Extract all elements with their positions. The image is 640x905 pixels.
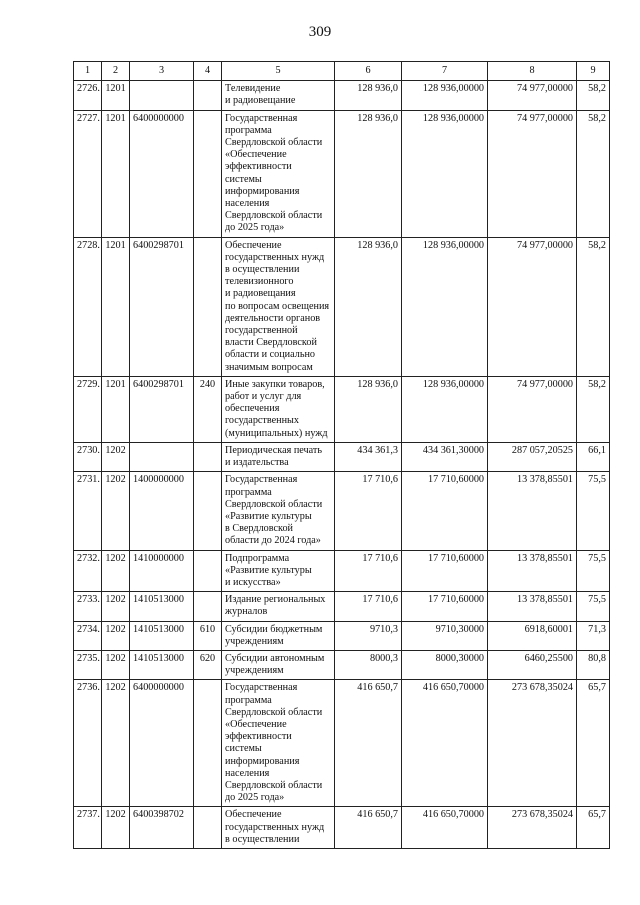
row-number-cell: 2732. bbox=[74, 550, 102, 592]
section-code-cell: 1201 bbox=[102, 237, 130, 376]
expense-type-cell bbox=[194, 110, 222, 237]
expense-type-cell bbox=[194, 592, 222, 621]
amount-approved-cell: 416 650,70000 bbox=[402, 680, 488, 807]
name-cell: Субсидии автономным учреждениям bbox=[222, 650, 335, 679]
amount-planned-cell: 128 936,0 bbox=[335, 81, 402, 110]
amount-planned-cell: 416 650,7 bbox=[335, 680, 402, 807]
amount-executed-cell: 6918,60001 bbox=[488, 621, 577, 650]
amount-approved-cell: 128 936,00000 bbox=[402, 110, 488, 237]
target-code-cell: 1410513000 bbox=[130, 650, 194, 679]
name-cell: Государственная программа Свердловской области «Обеспечение эффективности системы информирования населения Свердловской области до 2025 года» bbox=[222, 110, 335, 237]
percent-cell: 65,7 bbox=[577, 680, 610, 807]
column-header-9: 9 bbox=[577, 62, 610, 81]
amount-executed-cell: 287 057,20525 bbox=[488, 442, 577, 471]
amount-approved-cell: 17 710,60000 bbox=[402, 592, 488, 621]
header-row bbox=[74, 62, 610, 81]
percent-cell: 66,1 bbox=[577, 442, 610, 471]
row-number-cell: 2730. bbox=[74, 442, 102, 471]
expense-type-cell bbox=[194, 807, 222, 849]
table-row bbox=[74, 472, 610, 550]
row-number-cell: 2734. bbox=[74, 621, 102, 650]
column-header-2: 2 bbox=[102, 62, 130, 81]
percent-cell: 75,5 bbox=[577, 550, 610, 592]
name-cell: Телевидение и радиовещание bbox=[222, 81, 335, 110]
column-header-8: 8 bbox=[488, 62, 577, 81]
target-code-cell bbox=[130, 442, 194, 471]
table-row bbox=[74, 680, 610, 807]
section-code-cell: 1202 bbox=[102, 680, 130, 807]
name-cell: Периодическая печать и издательства bbox=[222, 442, 335, 471]
page-number: 309 bbox=[308, 24, 332, 40]
expense-type-cell: 610 bbox=[194, 621, 222, 650]
amount-planned-cell: 9710,3 bbox=[335, 621, 402, 650]
section-code-cell: 1202 bbox=[102, 807, 130, 849]
table-row bbox=[74, 807, 610, 849]
column-header-3: 3 bbox=[130, 62, 194, 81]
percent-cell: 80,8 bbox=[577, 650, 610, 679]
percent-cell: 58,2 bbox=[577, 376, 610, 442]
target-code-cell: 6400000000 bbox=[130, 680, 194, 807]
amount-approved-cell: 17 710,60000 bbox=[402, 550, 488, 592]
amount-executed-cell: 13 378,85501 bbox=[488, 472, 577, 550]
name-cell: Обеспечение государственных нужд в осуществлении bbox=[222, 807, 335, 849]
section-code-cell: 1202 bbox=[102, 650, 130, 679]
amount-executed-cell: 74 977,00000 bbox=[488, 376, 577, 442]
column-header-4: 4 bbox=[194, 62, 222, 81]
target-code-cell: 6400298701 bbox=[130, 376, 194, 442]
amount-planned-cell: 128 936,0 bbox=[335, 110, 402, 237]
row-number-cell: 2737. bbox=[74, 807, 102, 849]
expense-type-cell bbox=[194, 550, 222, 592]
percent-cell: 75,5 bbox=[577, 592, 610, 621]
name-cell: Государственная программа Свердловской области «Обеспечение эффективности системы информирования населения Свердловской области до 2025 года» bbox=[222, 680, 335, 807]
row-number-cell: 2733. bbox=[74, 592, 102, 621]
table-row bbox=[74, 550, 610, 592]
target-code-cell: 1410513000 bbox=[130, 621, 194, 650]
target-code-cell: 1400000000 bbox=[130, 472, 194, 550]
percent-cell: 65,7 bbox=[577, 807, 610, 849]
name-cell: Субсидии бюджетным учреждениям bbox=[222, 621, 335, 650]
row-number-cell: 2735. bbox=[74, 650, 102, 679]
expense-type-cell: 620 bbox=[194, 650, 222, 679]
amount-executed-cell: 13 378,85501 bbox=[488, 550, 577, 592]
table-row bbox=[74, 650, 610, 679]
percent-cell: 75,5 bbox=[577, 472, 610, 550]
amount-planned-cell: 17 710,6 bbox=[335, 550, 402, 592]
name-cell: Обеспечение государственных нужд в осуществлении телевизионного и радиовещания по вопросам освещения деятельности органов государственной власти Свердловской области и социально значимым вопросам bbox=[222, 237, 335, 376]
row-number-cell: 2727. bbox=[74, 110, 102, 237]
expense-type-cell bbox=[194, 81, 222, 110]
amount-executed-cell: 273 678,35024 bbox=[488, 807, 577, 849]
column-header-1: 1 bbox=[74, 62, 102, 81]
column-header-5: 5 bbox=[222, 62, 335, 81]
percent-cell: 58,2 bbox=[577, 81, 610, 110]
amount-planned-cell: 416 650,7 bbox=[335, 807, 402, 849]
section-code-cell: 1201 bbox=[102, 110, 130, 237]
amount-executed-cell: 6460,25500 bbox=[488, 650, 577, 679]
budget-table bbox=[73, 61, 610, 849]
section-code-cell: 1202 bbox=[102, 621, 130, 650]
amount-planned-cell: 434 361,3 bbox=[335, 442, 402, 471]
expense-type-cell bbox=[194, 472, 222, 550]
table-row bbox=[74, 110, 610, 237]
amount-executed-cell: 273 678,35024 bbox=[488, 680, 577, 807]
row-number-cell: 2726. bbox=[74, 81, 102, 110]
name-cell: Государственная программа Свердловской области «Развитие культуры в Свердловской области до 2024 года» bbox=[222, 472, 335, 550]
amount-approved-cell: 434 361,30000 bbox=[402, 442, 488, 471]
target-code-cell: 1410513000 bbox=[130, 592, 194, 621]
table-row bbox=[74, 376, 610, 442]
name-cell: Подпрограмма «Развитие культуры и искусства» bbox=[222, 550, 335, 592]
amount-planned-cell: 128 936,0 bbox=[335, 376, 402, 442]
amount-approved-cell: 416 650,70000 bbox=[402, 807, 488, 849]
amount-approved-cell: 128 936,00000 bbox=[402, 376, 488, 442]
amount-executed-cell: 74 977,00000 bbox=[488, 237, 577, 376]
amount-planned-cell: 128 936,0 bbox=[335, 237, 402, 376]
target-code-cell: 1410000000 bbox=[130, 550, 194, 592]
section-code-cell: 1202 bbox=[102, 550, 130, 592]
percent-cell: 58,2 bbox=[577, 237, 610, 376]
table-body bbox=[74, 81, 610, 849]
amount-approved-cell: 128 936,00000 bbox=[402, 81, 488, 110]
amount-planned-cell: 17 710,6 bbox=[335, 592, 402, 621]
percent-cell: 71,3 bbox=[577, 621, 610, 650]
expense-type-cell bbox=[194, 442, 222, 471]
expense-type-cell bbox=[194, 680, 222, 807]
amount-executed-cell: 13 378,85501 bbox=[488, 592, 577, 621]
percent-cell: 58,2 bbox=[577, 110, 610, 237]
row-number-cell: 2728. bbox=[74, 237, 102, 376]
expense-type-cell: 240 bbox=[194, 376, 222, 442]
amount-planned-cell: 8000,3 bbox=[335, 650, 402, 679]
amount-approved-cell: 9710,30000 bbox=[402, 621, 488, 650]
name-cell: Издание региональных журналов bbox=[222, 592, 335, 621]
section-code-cell: 1202 bbox=[102, 442, 130, 471]
column-header-7: 7 bbox=[402, 62, 488, 81]
table-row bbox=[74, 81, 610, 110]
row-number-cell: 2729. bbox=[74, 376, 102, 442]
section-code-cell: 1202 bbox=[102, 592, 130, 621]
amount-executed-cell: 74 977,00000 bbox=[488, 81, 577, 110]
amount-approved-cell: 128 936,00000 bbox=[402, 237, 488, 376]
target-code-cell: 6400398702 bbox=[130, 807, 194, 849]
table-row bbox=[74, 237, 610, 376]
amount-executed-cell: 74 977,00000 bbox=[488, 110, 577, 237]
table-row bbox=[74, 442, 610, 471]
amount-approved-cell: 17 710,60000 bbox=[402, 472, 488, 550]
table-row bbox=[74, 592, 610, 621]
amount-approved-cell: 8000,30000 bbox=[402, 650, 488, 679]
target-code-cell bbox=[130, 81, 194, 110]
column-header-6: 6 bbox=[335, 62, 402, 81]
row-number-cell: 2731. bbox=[74, 472, 102, 550]
section-code-cell: 1201 bbox=[102, 81, 130, 110]
table-row bbox=[74, 621, 610, 650]
section-code-cell: 1201 bbox=[102, 376, 130, 442]
target-code-cell: 6400000000 bbox=[130, 110, 194, 237]
expense-type-cell bbox=[194, 237, 222, 376]
name-cell: Иные закупки товаров, работ и услуг для обеспечения государственных (муниципальных) нужд bbox=[222, 376, 335, 442]
section-code-cell: 1202 bbox=[102, 472, 130, 550]
amount-planned-cell: 17 710,6 bbox=[335, 472, 402, 550]
row-number-cell: 2736. bbox=[74, 680, 102, 807]
target-code-cell: 6400298701 bbox=[130, 237, 194, 376]
